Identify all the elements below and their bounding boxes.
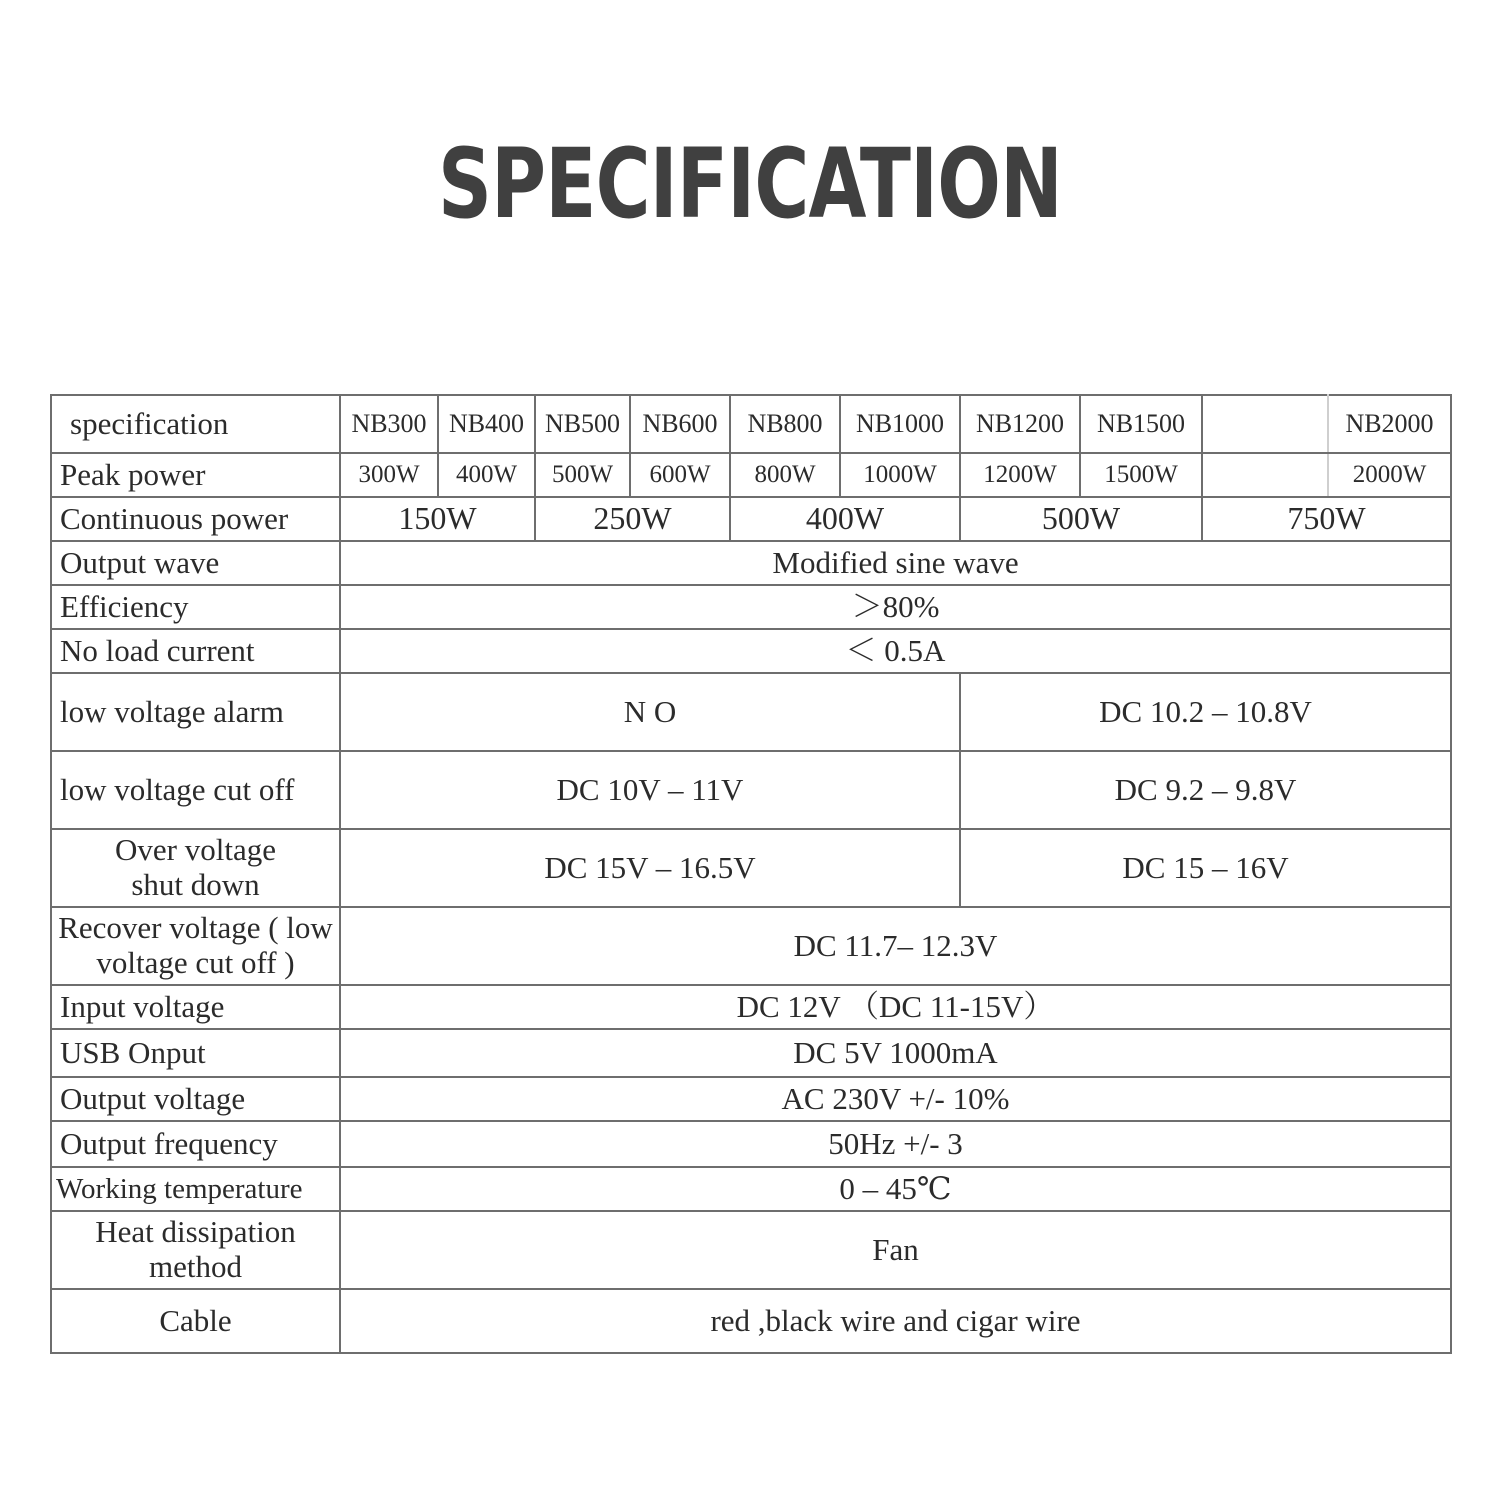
peak-cell: 800W	[730, 453, 840, 497]
peak-cell	[1202, 453, 1328, 497]
row-label-continuous-power: Continuous power	[51, 497, 340, 541]
continuous-cell: 400W	[730, 497, 960, 541]
row-label-working-temperature: Working temperature	[51, 1167, 340, 1211]
row-label-input-voltage: Input voltage	[51, 985, 340, 1029]
low-cutoff-value: DC 10V – 11V	[340, 751, 960, 829]
continuous-cell: 750W	[1202, 497, 1451, 541]
table-row	[51, 1121, 1451, 1167]
input-value: DC 12V （DC 11-15V）	[340, 985, 1451, 1029]
table-row	[51, 585, 1451, 629]
low-alarm-value: DC 10.2 – 10.8V	[960, 673, 1451, 751]
continuous-cell: 250W	[535, 497, 730, 541]
low-alarm-value: N O	[340, 673, 960, 751]
peak-cell: 2000W	[1328, 453, 1451, 497]
over-voltage-value: DC 15 – 16V	[960, 829, 1451, 907]
model-cell: NB1200	[960, 395, 1080, 453]
row-label-no-load-current: No load current	[51, 629, 340, 673]
working-temperature-value: 0 – 45℃	[340, 1167, 1451, 1211]
table-row	[51, 395, 1451, 453]
model-cell: NB1500	[1080, 395, 1202, 453]
row-label-output-frequency: Output frequency	[51, 1121, 340, 1167]
row-label-low-voltage-cutoff: low voltage cut off	[51, 751, 340, 829]
model-cell: NB500	[535, 395, 630, 453]
no-load-value: ＜ 0.5A	[340, 629, 1451, 673]
efficiency-value: ＞80%	[340, 585, 1451, 629]
table-row	[51, 1289, 1451, 1353]
table-row	[51, 1077, 1451, 1121]
continuous-cell: 150W	[340, 497, 535, 541]
table-row	[51, 453, 1451, 497]
table-row	[51, 497, 1451, 541]
table-row	[51, 985, 1451, 1029]
peak-cell: 400W	[438, 453, 535, 497]
row-label-usb: USB Onput	[51, 1029, 340, 1077]
model-cell: NB1000	[840, 395, 960, 453]
table-row	[51, 1211, 1451, 1289]
model-cell: NB400	[438, 395, 535, 453]
model-cell: NB600	[630, 395, 730, 453]
usb-value: DC 5V 1000mA	[340, 1029, 1451, 1077]
row-label-over-voltage: Over voltage shut down	[51, 829, 340, 907]
table-row	[51, 673, 1451, 751]
output-voltage-value: AC 230V +/- 10%	[340, 1077, 1451, 1121]
specification-table	[50, 394, 1452, 1354]
row-label-low-voltage-alarm: low voltage alarm	[51, 673, 340, 751]
heat-dissipation-value: Fan	[340, 1211, 1451, 1289]
model-cell: NB800	[730, 395, 840, 453]
row-label-specification: specification	[51, 395, 340, 453]
peak-cell: 300W	[340, 453, 438, 497]
recover-value: DC 11.7– 12.3V	[340, 907, 1451, 985]
over-voltage-value: DC 15V – 16.5V	[340, 829, 960, 907]
row-label-efficiency: Efficiency	[51, 585, 340, 629]
row-label-heat-dissipation: Heat dissipation method	[51, 1211, 340, 1289]
model-cell: NB2000	[1328, 395, 1451, 453]
table-row	[51, 541, 1451, 585]
table-row	[51, 1029, 1451, 1077]
row-label-cable: Cable	[51, 1289, 340, 1353]
low-cutoff-value: DC 9.2 – 9.8V	[960, 751, 1451, 829]
output-frequency-value: 50Hz +/- 3	[340, 1121, 1451, 1167]
cable-value: red ,black wire and cigar wire	[340, 1289, 1451, 1353]
model-cell: NB300	[340, 395, 438, 453]
model-cell	[1202, 395, 1328, 453]
peak-cell: 1500W	[1080, 453, 1202, 497]
continuous-cell: 500W	[960, 497, 1202, 541]
table-row	[51, 829, 1451, 907]
peak-cell: 600W	[630, 453, 730, 497]
peak-cell: 500W	[535, 453, 630, 497]
row-label-output-voltage: Output voltage	[51, 1077, 340, 1121]
row-label-recover-voltage: Recover voltage ( low voltage cut off )	[51, 907, 340, 985]
table-row	[51, 1167, 1451, 1211]
table-row	[51, 751, 1451, 829]
page-title: SPECIFICATION	[438, 128, 1062, 240]
output-wave-value: Modified sine wave	[340, 541, 1451, 585]
peak-cell: 1000W	[840, 453, 960, 497]
row-label-output-wave: Output wave	[51, 541, 340, 585]
peak-cell: 1200W	[960, 453, 1080, 497]
table-row	[51, 907, 1451, 985]
table-row	[51, 629, 1451, 673]
row-label-peak-power: Peak power	[51, 453, 340, 497]
